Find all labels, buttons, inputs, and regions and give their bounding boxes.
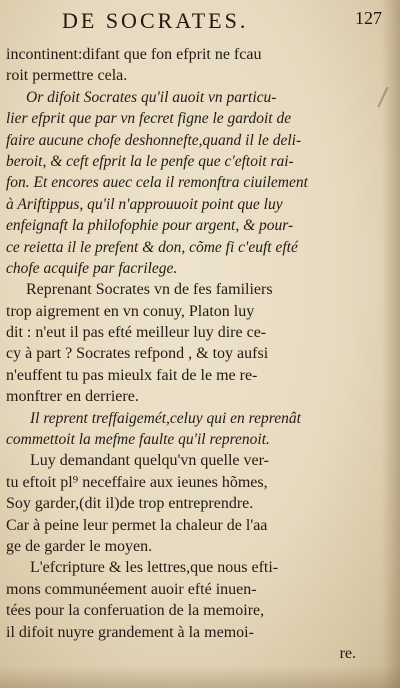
- text-line: faire aucune chofe deshonnefte,quand il le deli-: [6, 131, 302, 149]
- text-line: chofe acquife par facrilege.: [6, 259, 178, 277]
- text-line: beroit, & ceft efprit la le penfe que c'eftoit rai-: [6, 152, 294, 170]
- text-line: dit : n'eut il pas efté meilleur luy dire ce-: [6, 324, 267, 342]
- text-line: fon. Et encores auec cela il remonftra ciuilement: [6, 174, 308, 192]
- text-line: cy à part ? Socrates refpond , & toy aufsi: [6, 345, 269, 363]
- text-line: incontinent:difant que fon efprit ne fcau: [6, 46, 262, 63]
- text-line: Luy demandant quelqu'vn quelle ver-: [30, 452, 269, 470]
- text-line: Car à peine leur permet la chaleur de l'aa: [6, 516, 268, 534]
- text-line: n'euffent tu pas mieulx fait de le me re-: [6, 366, 258, 384]
- text-line: Reprenant Socrates vn de fes familiers: [26, 281, 273, 299]
- catchword: re.: [339, 644, 356, 662]
- text-line: il difoit nuyre grandement à la memoi-: [6, 623, 254, 641]
- text-line: mons communéement auoir efté inuen-: [6, 580, 257, 598]
- text-line: à Ariftippus, qu'il n'approuuoit point que luy: [6, 195, 283, 213]
- text-line: enfeignaft la philofophie pour argent, & pour-: [6, 217, 294, 235]
- text-line: Il reprent treffaigemét,celuy qui en reprenât: [30, 409, 301, 427]
- text-line: monftrer en derriere.: [6, 388, 139, 406]
- text-line: ce reiettа il le prefent & don, cõme fi c'euft efté: [6, 238, 298, 256]
- running-head: DE SOCRATES.: [62, 8, 249, 33]
- text-line: trop aigrement en vn conuy, Platon luy: [6, 302, 255, 320]
- text-line: tées pour la conferuation de la memoire,: [6, 602, 265, 620]
- text-line: Soy garder,(dit il)de trop entreprendre.: [6, 495, 254, 513]
- body-text: [6, 44, 378, 664]
- text-line: Or difoit Socrates qu'il auoit vn particu-: [26, 88, 277, 106]
- text-line: L'efcripture & les lettres,que nous efti-: [30, 559, 279, 577]
- page-number: 127: [355, 8, 382, 28]
- text-line: tu eftoit pl⁹ neceffaire aux ieunes hõmes,: [6, 473, 268, 491]
- page-header: [62, 8, 382, 38]
- page-edge-shadow: [382, 0, 400, 688]
- text-line: commettoit la mefme faulte qu'il reprenoit.: [6, 431, 270, 449]
- page-bottom-shadow: [0, 666, 400, 688]
- text-line: roit permettre cela.: [6, 67, 128, 85]
- text-line: lier efprit que par vn fecret figne le gardoit de: [6, 110, 292, 128]
- text-line: ge de garder le moyen.: [6, 537, 153, 555]
